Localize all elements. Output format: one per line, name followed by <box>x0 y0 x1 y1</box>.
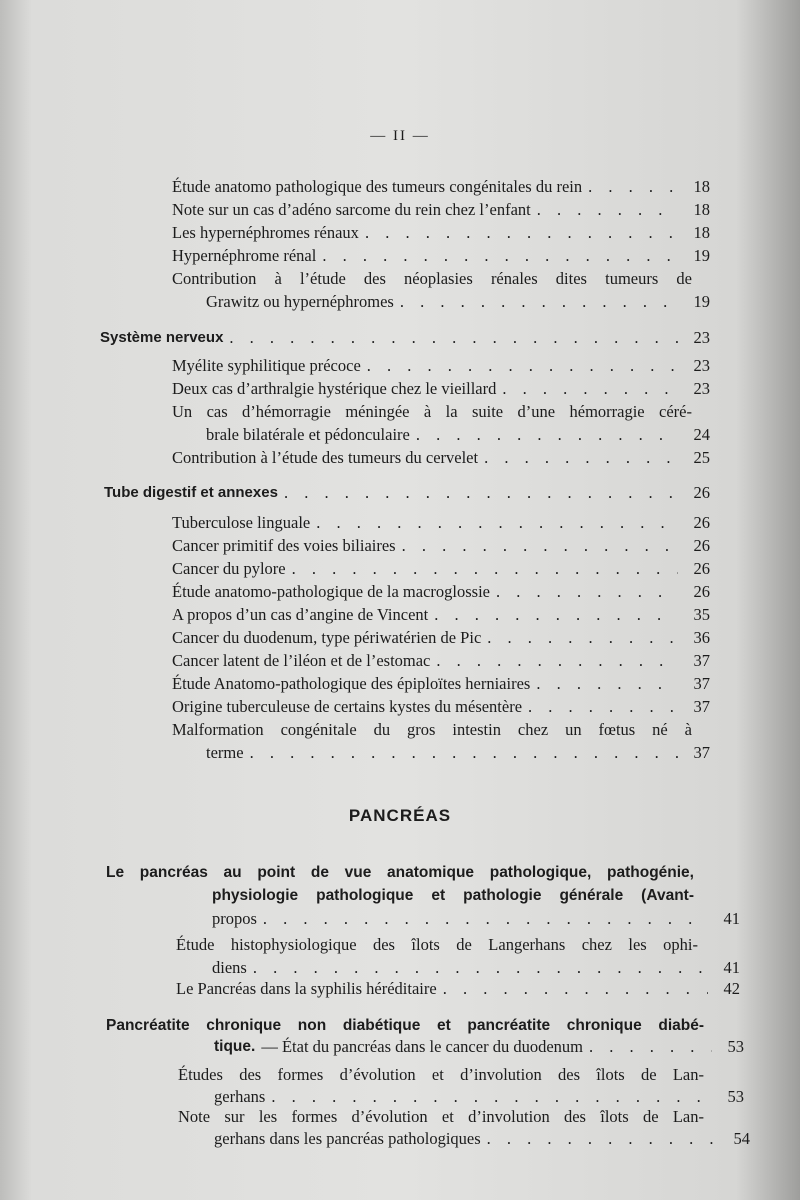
entry-title: Un cas d’hémorragie méningée à la suite d’une hémorragie céré- <box>172 402 692 421</box>
dot-leader <box>253 957 708 978</box>
section-entry <box>104 482 710 503</box>
entry-page: 23 <box>693 328 710 347</box>
section-title: Système nerveux <box>100 329 224 346</box>
toc-entry <box>214 1128 750 1149</box>
dot-leader <box>365 222 678 243</box>
toc-entry <box>172 696 710 717</box>
entry-title: Tuberculose linguale <box>172 513 311 532</box>
entry-title: Cancer du duodenum, type périwatérien de Pic <box>172 628 482 647</box>
entry-page: 19 <box>693 246 710 265</box>
entry-title: Cancer primitif des voies biliaires <box>172 536 396 555</box>
entry-page: 23 <box>693 356 710 375</box>
dot-leader <box>322 245 678 266</box>
entry-page: 53 <box>727 1087 744 1106</box>
entry-title: Malformation congénitale du gros intestin chez un fœtus né à <box>172 720 692 739</box>
entry-title: Hypernéphrome rénal <box>172 246 317 265</box>
dot-leader <box>284 482 678 503</box>
entry-title: Le Pancréas dans la syphilis héréditaire <box>176 979 437 998</box>
toc-entry <box>172 447 710 468</box>
entry-page: 36 <box>693 628 710 647</box>
entry-page: 41 <box>723 909 740 928</box>
entry-title-continuation: diens <box>212 958 247 977</box>
dot-leader <box>537 199 678 220</box>
toc-entry <box>172 176 710 197</box>
dot-leader <box>316 512 678 533</box>
toc-entry <box>212 908 740 929</box>
dot-leader <box>402 535 678 556</box>
entry-title-continuation: gerhans dans les pancréas pathologiques <box>214 1129 481 1148</box>
dot-leader <box>271 1086 712 1107</box>
entry-page: 37 <box>693 674 710 693</box>
entry-page: 53 <box>727 1037 744 1056</box>
dot-leader <box>502 378 678 399</box>
entry-page: 26 <box>693 536 710 555</box>
dot-leader <box>292 558 678 579</box>
toc-entry <box>172 245 710 266</box>
dot-leader <box>229 327 678 348</box>
toc-entry <box>172 604 710 625</box>
entry-title-continuation: terme <box>206 743 244 762</box>
entry-page: 24 <box>693 425 710 444</box>
entry-page: 26 <box>693 483 710 502</box>
entry-title-continuation: propos <box>212 909 257 928</box>
entry-page: 37 <box>693 743 710 762</box>
entry-page: 37 <box>693 697 710 716</box>
entry-page: 35 <box>693 605 710 624</box>
entry-page: 41 <box>723 958 740 977</box>
toc-entry <box>172 199 710 220</box>
dot-leader <box>536 673 678 694</box>
toc-entry <box>172 378 710 399</box>
toc-entry <box>172 581 710 602</box>
dot-leader <box>487 627 678 648</box>
entry-title: Étude anatomo-pathologique de la macroglossie <box>172 582 490 601</box>
entry-title: Cancer latent de l’iléon et de l’estomac <box>172 651 431 670</box>
toc-entry <box>206 291 710 312</box>
entry-title: Myélite syphilitique précoce <box>172 356 361 375</box>
dot-leader <box>484 447 678 468</box>
entry-title-continuation: Grawitz ou hypernéphromes <box>206 292 394 311</box>
toc-entry <box>172 355 710 376</box>
entry-page: 18 <box>693 177 710 196</box>
toc-entry <box>214 1086 744 1107</box>
entry-title: Études des formes d’évolution et d’involution des îlots de Lan- <box>178 1065 704 1084</box>
entry-page: 26 <box>693 513 710 532</box>
entry-page: 54 <box>733 1129 750 1148</box>
entry-page: 25 <box>693 448 710 467</box>
toc-entry <box>206 424 710 445</box>
entry-title: Étude histophysiologique des îlots de Langerhans chez les ophi- <box>176 935 698 954</box>
dot-leader <box>400 291 678 312</box>
entry-title: — État du pancréas dans le cancer du duodenum <box>261 1037 583 1056</box>
entry-title: A propos d’un cas d’angine de Vincent <box>172 605 429 624</box>
entry-title: Note sur les formes d’évolution et d’involution des îlots de Lan- <box>178 1107 704 1126</box>
dot-leader <box>436 650 678 671</box>
entry-title: Étude anatomo pathologique des tumeurs congénitales du rein <box>172 177 583 196</box>
entry-title: Les hypernéphromes rénaux <box>172 223 359 242</box>
entry-title: Deux cas d’arthralgie hystérique chez le vieillard <box>172 379 497 398</box>
toc-entry <box>172 650 710 671</box>
dot-leader <box>588 176 678 197</box>
entry-title: Note sur un cas d’adéno sarcome du rein chez l’enfant <box>172 200 531 219</box>
entry-page: 26 <box>693 559 710 578</box>
entry-title: Cancer du pylore <box>172 559 286 578</box>
entry-title: tique. <box>214 1038 256 1055</box>
dot-leader <box>367 355 678 376</box>
entry-title-continuation: brale bilatérale et pédonculaire <box>206 425 410 444</box>
entry-title: Origine tuberculeuse de certains kystes du mésentère <box>172 697 523 716</box>
entry-title: Pancréatite chronique non diabétique et pancréatite chronique diabé- <box>106 1017 704 1034</box>
dot-leader <box>434 604 678 625</box>
section-title: Tube digestif et annexes <box>104 484 278 501</box>
entry-page: 19 <box>693 292 710 311</box>
dot-leader <box>250 742 678 763</box>
entry-title: Contribution à l’étude des tumeurs du cervelet <box>172 448 479 467</box>
entry-title: Le pancréas au point de vue anatomique pathologique, pathogénie, <box>106 864 694 881</box>
dot-leader <box>487 1128 718 1149</box>
entry-page: 18 <box>693 223 710 242</box>
dot-leader <box>496 581 678 602</box>
toc-entry <box>172 558 710 579</box>
page-header: — II — <box>370 128 430 144</box>
toc-entry <box>212 957 740 978</box>
entry-page: 42 <box>723 979 740 998</box>
entry-page: 18 <box>693 200 710 219</box>
section-entry <box>100 327 710 348</box>
dot-leader <box>528 696 678 717</box>
entry-title: Contribution à l’étude des néoplasies rénales dites tumeurs de <box>172 269 692 288</box>
dot-leader <box>416 424 678 445</box>
dot-leader <box>589 1036 712 1057</box>
toc-entry <box>172 512 710 533</box>
entry-title-continuation: gerhans <box>214 1087 266 1106</box>
toc-entry <box>214 1036 744 1057</box>
toc-entry <box>172 673 710 694</box>
entry-title: physiologie pathologique et pathologie générale (Avant- <box>212 887 694 904</box>
entry-title: Étude Anatomo-pathologique des épiploïtes herniaires <box>172 674 531 693</box>
toc-entry <box>172 627 710 648</box>
entry-page: 23 <box>693 379 710 398</box>
dot-leader <box>443 978 708 999</box>
dot-leader <box>263 908 708 929</box>
toc-entry <box>172 222 710 243</box>
toc-entry <box>176 978 740 999</box>
entry-page: 37 <box>693 651 710 670</box>
entry-page: 26 <box>693 582 710 601</box>
toc-entry <box>172 535 710 556</box>
section-heading: PANCRÉAS <box>348 806 452 825</box>
toc-entry <box>206 742 710 763</box>
